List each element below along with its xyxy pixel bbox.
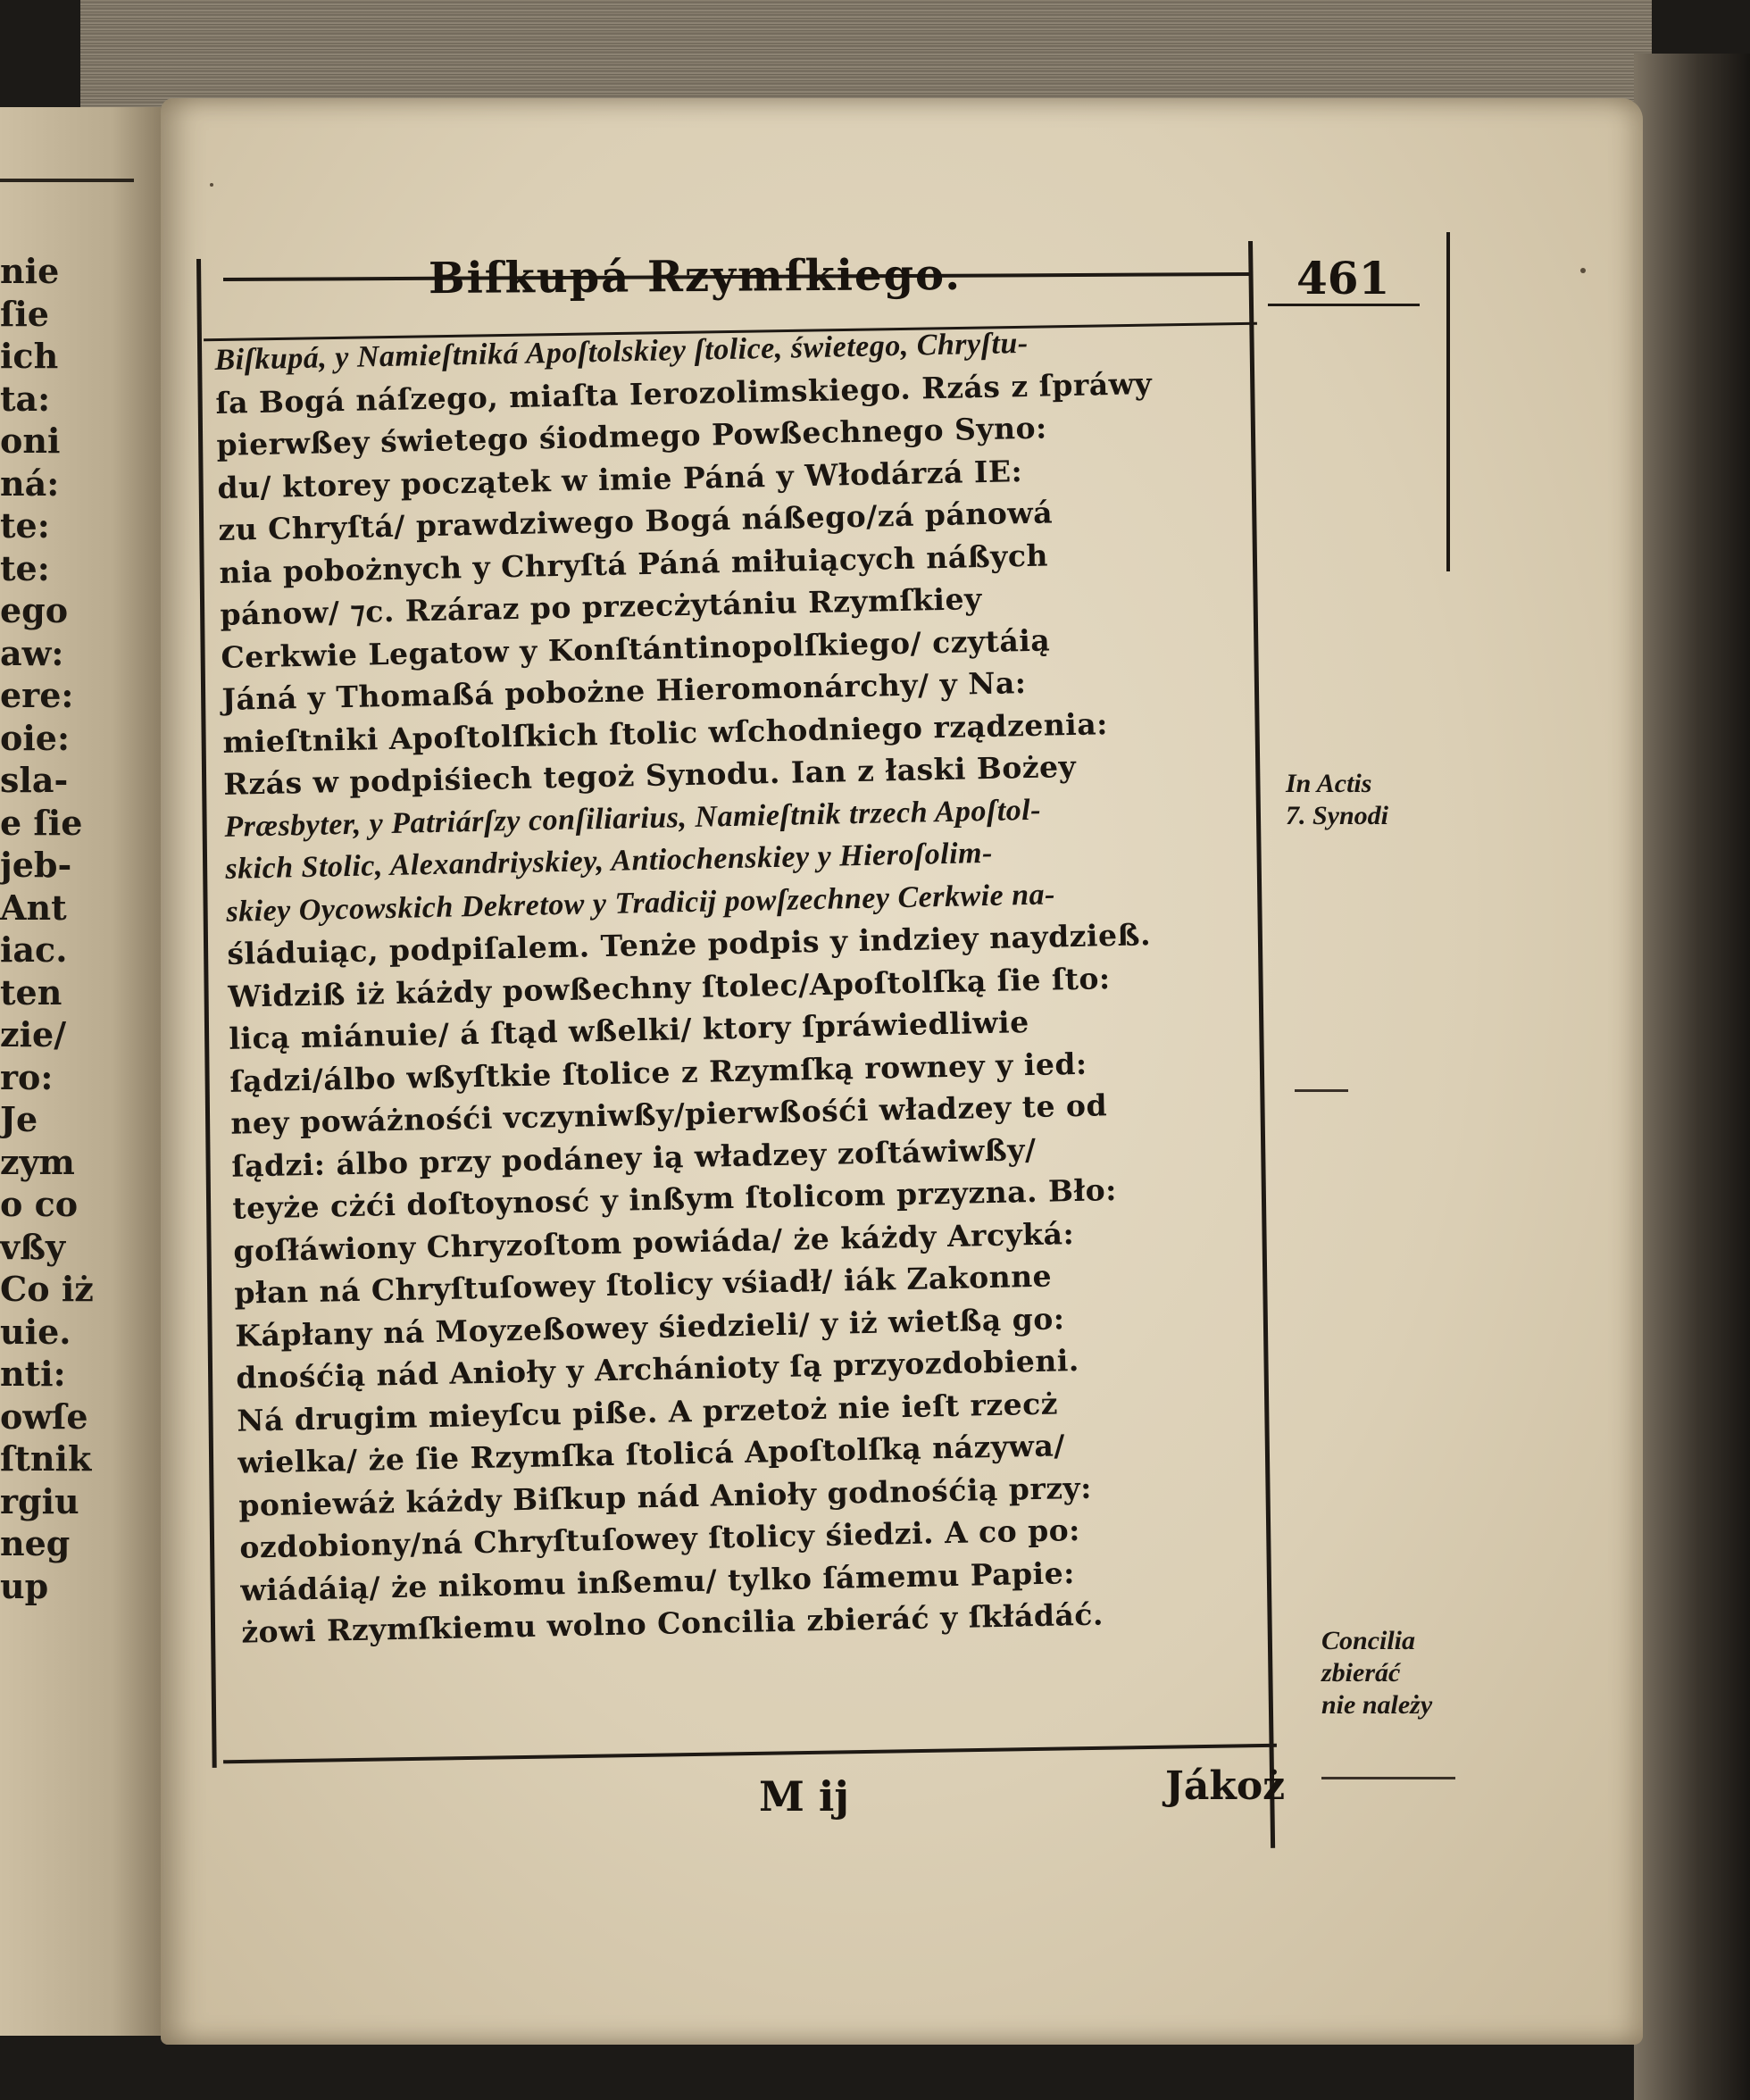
left-page-fragment: oie: bbox=[0, 717, 70, 758]
running-head: Biſkupá Rzymſkiego. bbox=[428, 249, 962, 304]
left-page-fragment: zym bbox=[0, 1141, 75, 1182]
left-page-fragment: oni bbox=[0, 421, 61, 461]
left-page-fragment: uie. bbox=[0, 1311, 71, 1352]
book-fore-edge bbox=[1634, 54, 1750, 2100]
left-page-fragment: ſtnik bbox=[0, 1438, 92, 1479]
text-line: śláduiąc, podpiſalem. Tenże podpis y indziey naydzieß. bbox=[227, 917, 1152, 971]
left-page-fragment: neg bbox=[0, 1523, 71, 1563]
text-line: du/ ktorey początek w imie Páná y Włodárzá IE: bbox=[217, 453, 1023, 505]
text-line: mieſtniki Apoſtolſkich ſtolic wſchodniego rządzenia: bbox=[222, 705, 1109, 760]
text-line: nia pobożnych y Chryſtá Páná miłuiących náßych bbox=[219, 537, 1049, 590]
body-text bbox=[214, 320, 1179, 1654]
left-page-fragment: nti: bbox=[0, 1354, 66, 1394]
text-line: pierwßey świetego śiodmego Powßechnego Syno: bbox=[216, 410, 1048, 462]
left-page bbox=[0, 107, 161, 2036]
left-page-fragment: rgiu bbox=[0, 1480, 79, 1521]
margin-note-line: Concilia bbox=[1321, 1626, 1416, 1655]
text-line: Widziß iż káżdy powßechny ſtolec/Apoſtolſką ſie ſto: bbox=[228, 960, 1111, 1014]
text-line: Biſkupá, y Namieſtniká Apoſtolskiey ſtolice, świetego, Chryſtu- bbox=[214, 326, 1029, 377]
left-page-fragment: te: bbox=[0, 505, 50, 546]
signature-mark: M ij bbox=[759, 1772, 850, 1821]
text-line: ſądzi/álbo wßyſtkie ſtolice z Rzymſką rowney y ied: bbox=[229, 1046, 1088, 1099]
text-line: ſa Bogá náſzego, miaſta Ierozolimskiego. Rzás z ſpráwy bbox=[215, 365, 1153, 421]
margin-rule-bottom bbox=[1321, 1777, 1455, 1779]
left-page-fragment: aw: bbox=[0, 632, 64, 673]
left-page-fragment: Ant bbox=[0, 887, 67, 928]
text-line: Præsbyter, y Patriárſzy conſiliarius, Namieſtnik trzech Apoſtol- bbox=[224, 793, 1042, 844]
text-line: Ná drugim mieyſcu piße. A przetoż nie ieſt rzecż bbox=[236, 1385, 1059, 1438]
text-line: żowi Rzymſkiemu wolno Concilia zbieráć y ſkłádáć. bbox=[240, 1596, 1104, 1650]
left-page-fragment: sla- bbox=[0, 760, 69, 800]
left-page-fragment: ich bbox=[0, 336, 59, 376]
text-line: Cerkwie Legatow y Konſtántinopolſkiego/ czytáią bbox=[221, 621, 1051, 675]
text-line: dnośćią nád Anioły y Archánioty ſą przyozdobieni. bbox=[235, 1342, 1080, 1396]
margin-note-in-actis bbox=[1286, 768, 1388, 832]
text-line: zu Chryſtá/ prawdziwego Bogá náßego/zá pánowá bbox=[218, 495, 1054, 547]
text-line: licą miánuie/ á ſtąd wßelki/ ktory ſpráwiedliwie bbox=[229, 1004, 1029, 1056]
left-page-fragment: Je bbox=[0, 1099, 38, 1139]
left-page-fragment: zie/ bbox=[0, 1014, 67, 1054]
margin-rule bbox=[1295, 1089, 1348, 1092]
text-line: ſądzi: álbo przy podáney ią władzey zoſtáwiwßy/ bbox=[230, 1131, 1037, 1184]
left-page-fragment: jeb- bbox=[0, 845, 72, 885]
outer-frame-right bbox=[1446, 232, 1450, 571]
left-page-fragment: e ſie bbox=[0, 802, 83, 843]
text-line: wiádáią/ że nikomu inßemu/ tylko ſámemu Papie: bbox=[239, 1554, 1076, 1608]
text-line: Rzás w podpiśiech tegoż Synodu. Ian z łaski Bożey bbox=[223, 748, 1077, 802]
left-page-fragment: ta: bbox=[0, 378, 51, 419]
left-page-fragment: iac. bbox=[0, 929, 68, 970]
left-page-fragment: nie bbox=[0, 251, 60, 291]
left-page-fragment: up bbox=[0, 1565, 49, 1606]
margin-note-line: zbieráć bbox=[1321, 1658, 1401, 1688]
text-line: wielka/ że ſie Rzymſka ſtolicá Apoſtolſką názywa/ bbox=[237, 1428, 1066, 1480]
text-line: Jáná y Thomaßá pobożne Hieromonárchy/ y Na: bbox=[221, 665, 1027, 717]
left-page-fragment: ná: bbox=[0, 462, 60, 504]
left-page-fragment: ten bbox=[0, 971, 62, 1012]
text-line: pánow/ ⁊c. Rzáraz po przecżytániu Rzymſkiey bbox=[220, 581, 983, 632]
left-page-fragment: vßy bbox=[0, 1226, 66, 1267]
left-page-fragment: Co iż bbox=[0, 1269, 94, 1309]
text-line: płan ná Chryſtuſowey ſtolicy vśiadł/ iák Zakonne bbox=[233, 1258, 1053, 1311]
page-speck bbox=[1580, 268, 1586, 273]
left-page-fragments bbox=[0, 250, 94, 1607]
left-page-fragment: ſie bbox=[0, 293, 49, 334]
left-page-fragment: te: bbox=[0, 547, 50, 588]
margin-note-line: nie należy bbox=[1321, 1690, 1433, 1720]
text-line: skiey Oycowskich Dekretow y Tradicij powſzechney Cerkwie na- bbox=[226, 877, 1056, 929]
catchword: Jákoż bbox=[1165, 1763, 1286, 1809]
left-page-fragment: o co bbox=[0, 1184, 79, 1224]
left-page-fragment: owſe bbox=[0, 1396, 88, 1437]
text-line: Kápłany ná Moyzeßowey śiedzieli/ y iż wietßą go: bbox=[234, 1300, 1065, 1354]
margin-note-line: In Actis bbox=[1286, 769, 1372, 798]
text-line: skich Stolic, Alexandriyskiey, Antiochenskiey y Hieroſolim- bbox=[225, 836, 994, 886]
left-page-fragment: ere: bbox=[0, 675, 74, 715]
margin-note-line: 7. Synodi bbox=[1286, 801, 1389, 830]
margin-note-concilia bbox=[1321, 1625, 1432, 1721]
text-line: ozdobiony/ná Chryſtuſowey ſtolicy śiedzi. A co po: bbox=[238, 1512, 1081, 1565]
text-line: teyże cżći doſtoynosć y inßym ſtolicom przyzna. Bło: bbox=[231, 1172, 1118, 1226]
page-number: 461 bbox=[1296, 252, 1390, 304]
text-line: ney powáżnośći vczyniwßy/pierwßośći władzey te od bbox=[229, 1088, 1108, 1141]
text-line: goſłáwiony Chryzoſtom powiáda/ że káżdy Arcyká: bbox=[232, 1215, 1075, 1269]
text-line: poniewáż káżdy Biſkup nád Anioły godnośćią przy: bbox=[238, 1470, 1093, 1523]
left-page-fragment: ego bbox=[0, 590, 69, 630]
left-page-rule bbox=[0, 179, 134, 182]
page-speck bbox=[210, 183, 213, 187]
left-page-fragment: ro: bbox=[0, 1056, 54, 1097]
